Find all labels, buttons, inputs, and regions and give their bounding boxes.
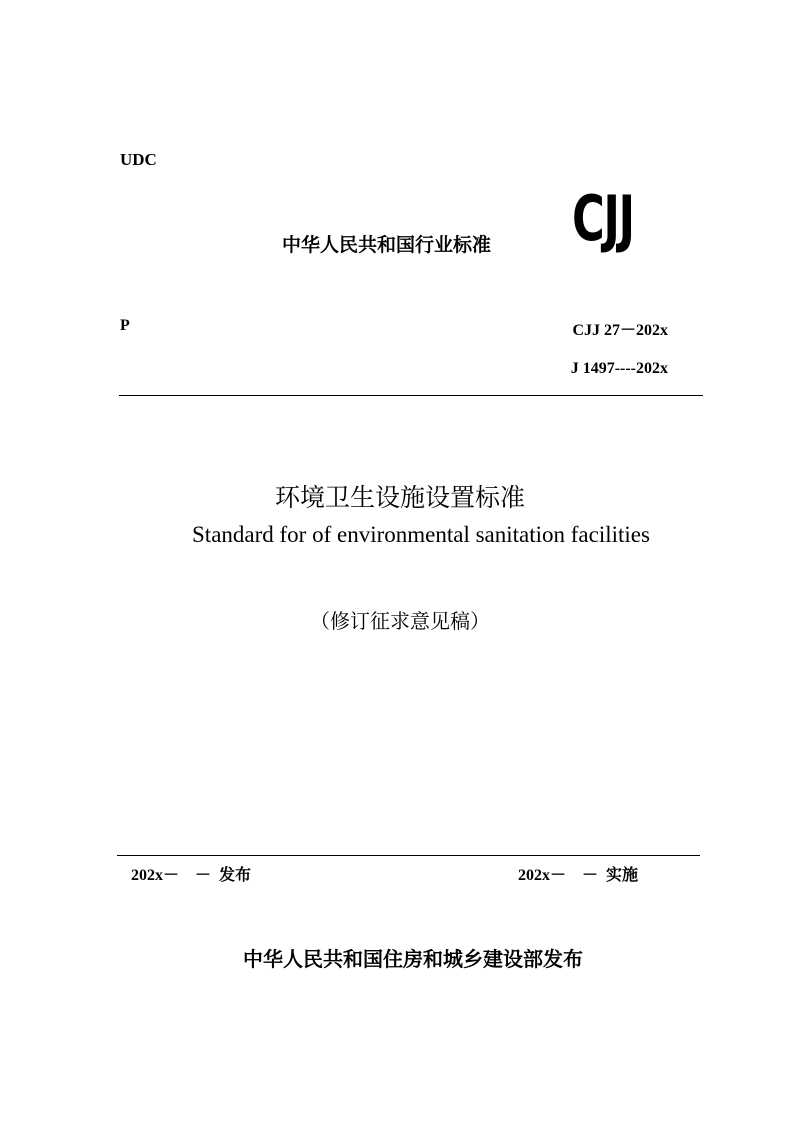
record-number: J 1497----202x: [570, 360, 668, 377]
standard-number: CJJ 27－202x: [572, 322, 668, 339]
classification-code: P: [120, 317, 130, 334]
udc-label: UDC: [120, 150, 157, 169]
cjj-logo: CJJ: [572, 182, 634, 255]
implement-date: 202x－ －: [518, 867, 599, 884]
document-title-chinese: 环境卫生设施设置标准: [274, 483, 525, 512]
implement-label: 实施: [606, 865, 639, 884]
issue-date: 202x－ －: [131, 867, 212, 884]
industry-standard-heading: 中华人民共和国行业标准: [282, 234, 492, 256]
bottom-divider: [117, 855, 700, 856]
issue-date-line: [131, 862, 251, 885]
publisher: 中华人民共和国住房和城乡建设部发布: [243, 947, 583, 971]
document-title-english: Standard for of environmental sanitation facilities: [192, 522, 650, 547]
issue-label: 发布: [219, 865, 252, 884]
draft-status: （修订征求意见稿）: [310, 609, 490, 633]
top-divider: [119, 395, 703, 396]
implement-date-line: [518, 862, 638, 885]
